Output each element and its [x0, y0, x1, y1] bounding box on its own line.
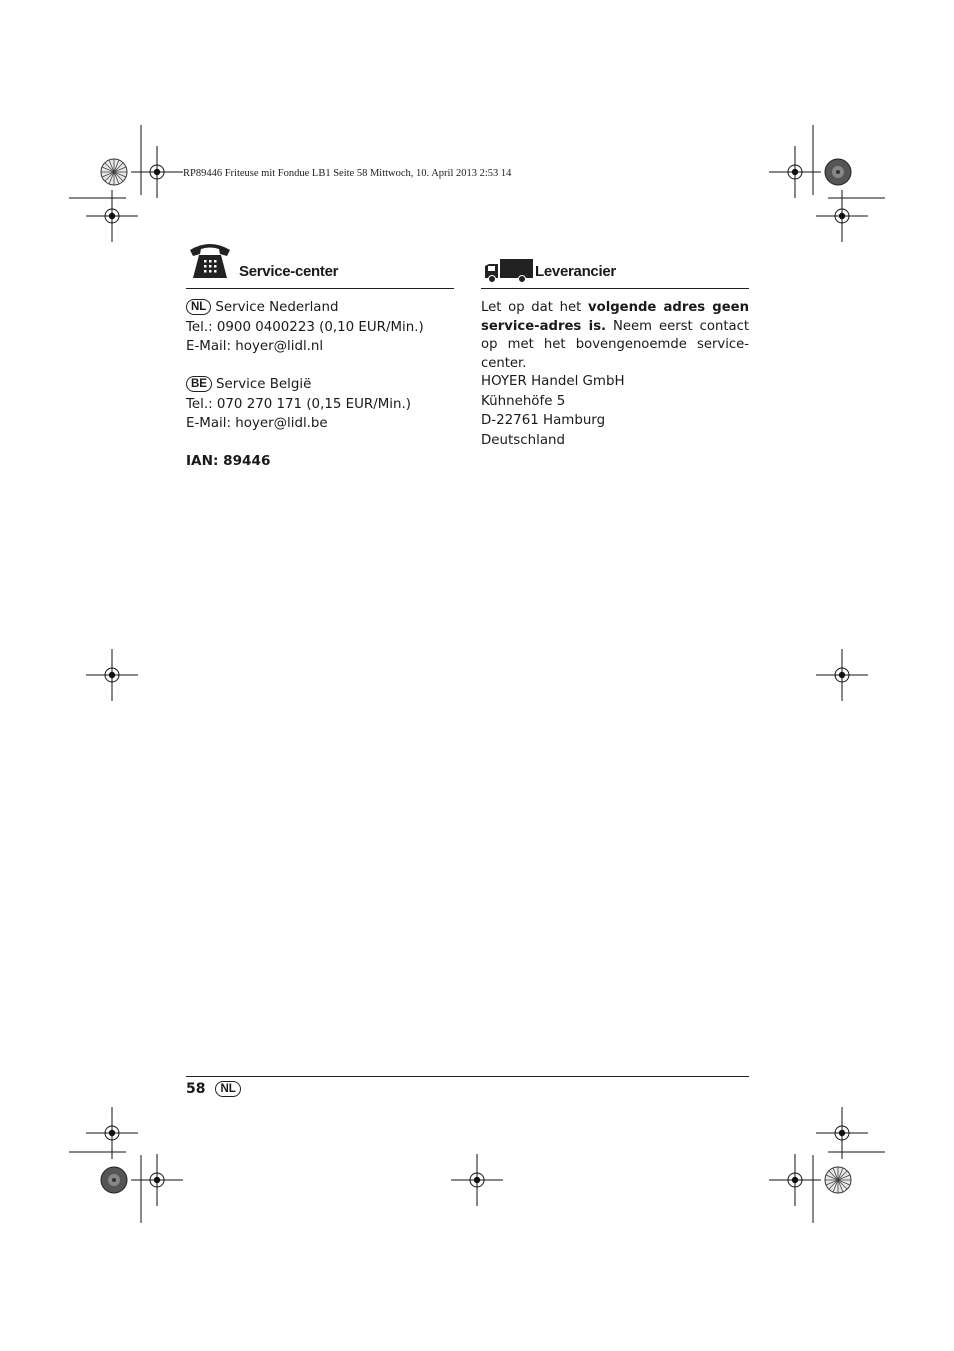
- supplier-address: [481, 372, 625, 450]
- leverancier-note: Let op dat het volgende adres geen service-adres is. Neem eerst contact op met het bovengenoemde service-center.: [481, 300, 749, 371]
- page-number: 58: [186, 1081, 206, 1097]
- leverancier-heading: Leverancier: [535, 263, 616, 280]
- be-service-tel: Tel.: 070 270 171 (0,15 EUR/Min.): [186, 396, 411, 412]
- be-service-name-line: [186, 375, 411, 395]
- address-line: Deutschland: [481, 432, 566, 448]
- leverancier-note-bold: volgende adres geen service-adres is.: [481, 300, 749, 334]
- address-line: Kühnehöfe 5: [481, 393, 566, 409]
- print-slug: RP89446 Friteuse mit Fondue LB1 Seite 58 Mittwoch, 10. April 2013 2:53 14: [183, 168, 512, 179]
- telephone-icon: [186, 238, 234, 280]
- nl-service-name-line: [186, 298, 424, 318]
- address-line: D-22761 Hamburg: [481, 413, 606, 428]
- nl-service-name: Service Nederland: [215, 300, 339, 315]
- service-center-heading: Service-center: [239, 263, 339, 280]
- be-service-block: [186, 375, 411, 434]
- ian-number: IAN: 89446: [186, 453, 271, 469]
- footer-rule: [186, 1076, 749, 1077]
- page-footer: [186, 1078, 245, 1097]
- be-badge: BE: [186, 376, 212, 392]
- nl-service-tel: Tel.: 0900 0400223 (0,10 EUR/Min.): [186, 319, 424, 335]
- nl-badge: NL: [186, 299, 211, 315]
- footer-language-badge: NL: [215, 1081, 240, 1097]
- be-service-name: Service België: [215, 377, 312, 392]
- address-line: HOYER Handel GmbH: [481, 374, 625, 389]
- nl-service-email: E-Mail: hoyer@lidl.nl: [186, 339, 324, 354]
- nl-service-block: [186, 298, 424, 357]
- heading-rule: [481, 288, 749, 289]
- be-service-email: E-Mail: hoyer@lidl.be: [186, 416, 328, 431]
- heading-rule: [186, 288, 454, 289]
- truck-icon: [484, 258, 534, 284]
